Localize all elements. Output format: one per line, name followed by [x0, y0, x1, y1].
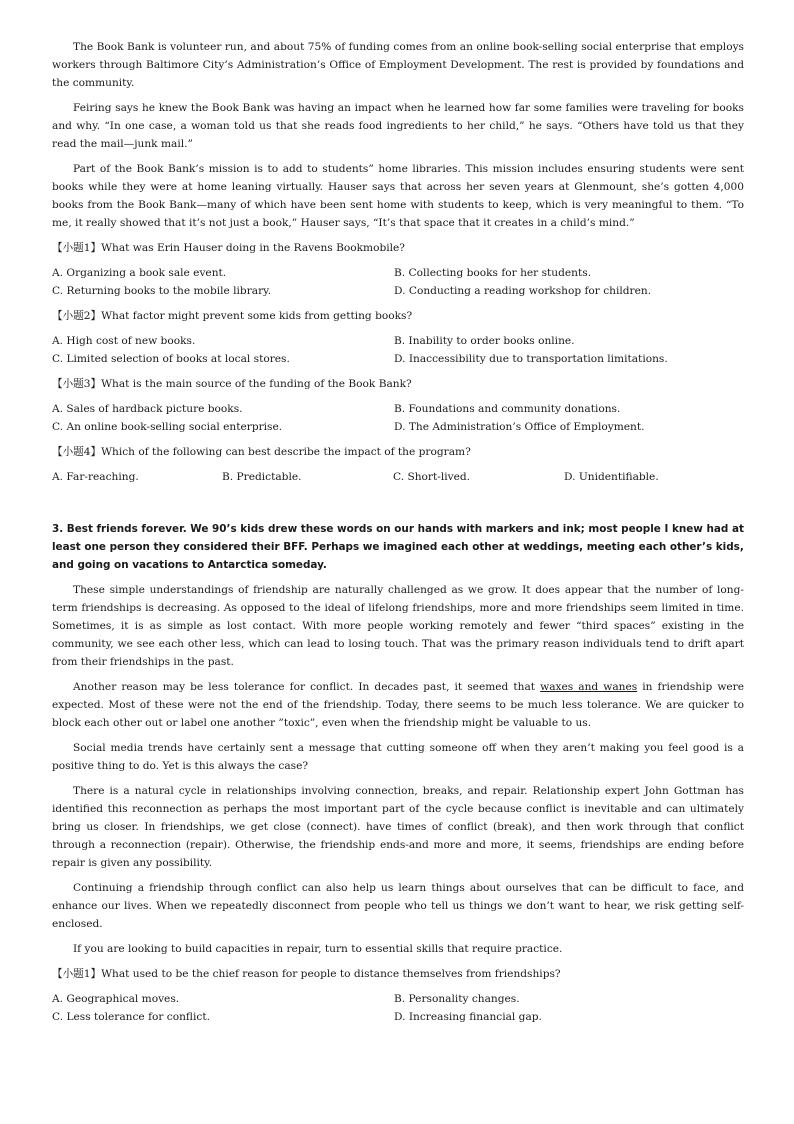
option-b: B. Predictable.: [222, 471, 302, 483]
option-d: D. Conducting a reading workshop for children.: [394, 285, 652, 297]
passage3-paragraph-2: [52, 678, 744, 732]
option-c: C. Short-lived.: [393, 471, 471, 483]
passage2-question-4-stem: 【小题4】Which of the following can best describe the impact of the program?: [52, 446, 471, 458]
option-c: C. Limited selection of books at local stores.: [52, 353, 290, 365]
option-d: D. Unidentifiable.: [564, 471, 659, 483]
passage3-question-1-options: [52, 990, 744, 1026]
passage2-paragraph-1: The Book Bank is volunteer run, and about 75% of funding comes from an online book-selling social enterprise that employs workers through Baltimore City’s Administration’s Office of Employment Development. The rest is provided by foundations and the community.: [52, 41, 744, 89]
option-b: B. Personality changes.: [394, 993, 520, 1005]
option-d: D. Inaccessibility due to transportation limitations.: [394, 353, 668, 365]
option-a: A. Organizing a book sale event.: [52, 267, 227, 279]
p2-text-after: in friendship were expected. Most of these were not the end of the friendship. Today, there seems to be much less tolerance. We are quicker to block each other out or label one another ”toxic”, even when the friendship might be valuable to us.: [52, 681, 744, 729]
option-b: B. Foundations and community donations.: [394, 403, 621, 415]
option-c: C. An online book-selling social enterprise.: [52, 421, 283, 433]
option-d: D. The Administration’s Office of Employment.: [394, 421, 645, 433]
passage2-question-3-options: [52, 400, 744, 436]
passage3-paragraph-1: These simple understandings of friendship are naturally challenged as we grow. It does appear that the number of long-term friendships is decreasing. As opposed to the ideal of lifelong friendships, more and more friendships seem limited in time. Sometimes, it is as simple as lost contact. With more people working remotely and fewer “third spaces” existing in the community, we see each other less, which can lead to losing touch. That was the primary reason individuals tend to drift apart from their friendships in the past.: [52, 584, 744, 668]
passage3-question-1-stem: 【小题1】What used to be the chief reason for people to distance themselves from friendships?: [52, 968, 561, 980]
passage3-heading: 3. Best friends forever. We 90’s kids drew these words on our hands with markers and ink; most people I knew had at least one person they considered their BFF. Perhaps we imagined each other at weddings, meeting each other’s kids, and going on vacations to Antarctica someday.: [52, 523, 744, 571]
passage2-question-1-options: [52, 264, 744, 300]
passage3-paragraph-6: If you are looking to build capacities in repair, turn to essential skills that require practice.: [73, 943, 563, 955]
passage3-paragraph-5: Continuing a friendship through conflict can also help us learn things about ourselves that can be difficult to face, and enhance our lives. When we repeatedly disconnect from people who tell us things we don’t want to hear, we risk getting self-enclosed.: [52, 882, 744, 930]
p2-text-before: Another reason may be less tolerance for conflict. In decades past, it seemed that: [73, 681, 541, 693]
passage2-paragraph-2: Feiring says he knew the Book Bank was having an impact when he learned how far some families were traveling for books and why. “In one case, a woman told us that she reads food ingredients to her child,” he says. “Others have told us that they read the mail—junk mail.”: [52, 102, 744, 150]
passage2-question-2-options: [52, 332, 744, 368]
passage2-question-2-stem: 【小题2】What factor might prevent some kids from getting books?: [52, 310, 413, 322]
option-a: A. Sales of hardback picture books.: [52, 403, 243, 415]
option-b: B. Collecting books for her students.: [394, 267, 592, 279]
passage3-paragraph-4: There is a natural cycle in relationships involving connection, breaks, and repair. Relationship expert John Gottman has identified this reconnection as perhaps the most important part of the cycle because conflict is inevitable and can ultimately bring us closer. In friendships, we get close (connect). have times of conflict (break), and then work through that conflict through a reconnection (repair). Otherwise, the friendship ends-and more and more, it seems, friendships are ending before repair is given any possibility.: [52, 785, 744, 869]
option-b: B. Inability to order books online.: [394, 335, 575, 347]
document-page: [52, 38, 744, 1033]
option-a: A. Far-reaching.: [52, 471, 139, 483]
passage2-paragraph-3: Part of the Book Bank’s mission is to add to students” home libraries. This mission includes ensuring students were sent books while they were at home leaning virtually. Hauser says that across her seven years at Glenmount, she’s gotten 4,000 books from the Book Bank—many of which have been sent home with students to keep, which is very meaningful to them. “To me, it really showed that it’s not just a book,” Hauser says, “It’s that space that it creates in a child’s mind.”: [52, 163, 744, 229]
option-a: A. Geographical moves.: [52, 993, 180, 1005]
option-a: A. High cost of new books.: [52, 335, 196, 347]
option-d: D. Increasing financial gap.: [394, 1011, 542, 1023]
passage2-question-4-options: [52, 468, 744, 486]
passage3-paragraph-3: Social media trends have certainly sent a message that cutting someone off when they aren’t making you feel good is a positive thing to do. Yet is this always the case?: [52, 742, 744, 772]
option-c: C. Returning books to the mobile library.: [52, 285, 272, 297]
option-c: C. Less tolerance for conflict.: [52, 1011, 210, 1023]
passage2-question-1-stem: 【小题1】What was Erin Hauser doing in the Ravens Bookmobile?: [52, 242, 405, 254]
underlined-phrase: waxes and wanes: [540, 681, 638, 693]
passage2-question-3-stem: 【小题3】What is the main source of the funding of the Book Bank?: [52, 378, 412, 390]
